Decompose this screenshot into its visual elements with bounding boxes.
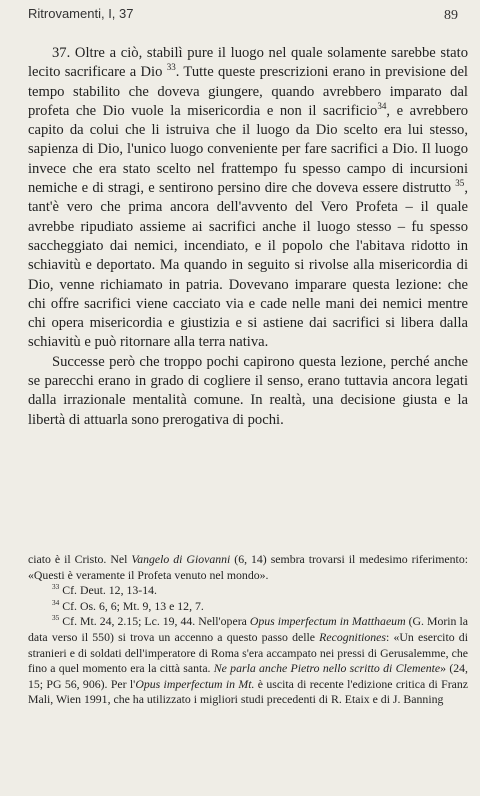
fn-text: Cf. Os. 6, 6; Mt. 9, 13 e 12, 7. xyxy=(59,598,204,613)
running-title: Ritrovamenti, I, 37 xyxy=(28,6,134,21)
main-text xyxy=(28,44,468,430)
fn-text: » (24, 15; PG 56, 906). Per l' xyxy=(28,661,468,691)
fn-text: ciato è il Cristo. Nel xyxy=(28,552,132,566)
text-segment: 37. Oltre a ciò, stabilì pure il luogo nel quale solamente sarebbe stato lecito sacrificare a Dio xyxy=(28,45,468,81)
footnote-34 xyxy=(28,599,468,615)
fn-text: è uscita di recente l'edizione critica di Franz Mali, Wien 1991, che ha utilizzato i migliori studi precedenti di R. Etaix e di J. Banning xyxy=(28,676,468,707)
footnote-number: 33 xyxy=(52,582,60,592)
fn-italic: Opus imperfectum in Matthaeum xyxy=(249,614,406,629)
footnote-ref-34: 34 xyxy=(377,101,387,112)
footnote-continuation xyxy=(28,552,468,583)
page-number: 89 xyxy=(444,8,458,23)
footnote-ref-33: 33 xyxy=(166,62,176,73)
fn-text: (6, 14) sembra trovarsi il medesimo riferimento: «Questi è veramente il Profeta venuto nel mondo». xyxy=(28,552,468,582)
footnote-number: 35 xyxy=(52,613,60,623)
footnote-number: 34 xyxy=(52,597,60,607)
text-segment: , e avrebbero capito da colui che li istruiva che il luogo da Dio scelto era lui stesso, sapienza di Dio, l'unico luogo conveniente per fare sacrifici a Dio. Il luogo invece che era stato scelto nel frattempo fu spesso campo di incursioni nemiche e di stragi, e sentirono persino dire che doveva essere distrutto xyxy=(28,102,468,197)
fn-italic: Recognitiones xyxy=(319,629,387,644)
text-segment: . Tutte queste prescrizioni erano in previsione del tempo stabilito che doveva giungere, quando avrebbero imparato dal profeta che Dio vuole la misericordia e non il sacrificio xyxy=(28,64,468,119)
paragraph-37 xyxy=(28,44,468,353)
footnote-33 xyxy=(28,583,468,599)
fn-text: : «Un esercito di stranieri e di soldati dell'imperatore di Roma s'era accampato nei pressi di Gerusalemme, che fino a quel momento era la città santa. xyxy=(28,629,468,676)
paragraph-2: Successe però che troppo pochi capirono questa lezione, perché anche se parecchi erano in grado di cogliere il senso, erano tuttavia ancora legati dalla irrazionale mentalità comune. In realtà, una decisione giusta e la libertà di attuarla sono prerogativa di pochi. xyxy=(28,353,468,428)
fn-italic: Ne parla anche Pietro nello scritto di Clemente xyxy=(213,661,441,676)
fn-text: (G. Morin la data verso il 550) si trova un accenno a questo passo delle xyxy=(28,614,468,644)
fn-italic: Opus imperfectum in Mt. xyxy=(135,676,255,691)
text-segment: , tant'è vero che prima ancora dell'avvento del Vero Profeta – il quale avrebbe ripudiato assieme ai sacrifici anche il luogo stesso – fu spesso saccheggiato dai nemici, incendiato, e il popolo che l'abitava ridotto in schiavitù e deportato. Ma quando in seguito si rivolse alla misericordia di Dio, venne richiamato in patria. Dovevano imparare questa lezione: che chi offre sacrifici viene cacciato via e cade nelle mani dei nemici mentre chi opera misericordia e giustizia e si astiene dai sacrifici si libera dalla schiavitù e può ritornare alla terra nativa. xyxy=(28,180,468,351)
fn-text: Cf. Mt. 24, 2.15; Lc. 19, 44. Nell'opera xyxy=(59,614,250,629)
fn-italic: Vangelo di Giovanni xyxy=(131,552,231,566)
fn-text: Cf. Deut. 12, 13-14. xyxy=(59,583,157,598)
footnote-35 xyxy=(28,614,468,708)
footnotes xyxy=(28,552,468,708)
footnote-ref-35: 35 xyxy=(455,178,465,189)
